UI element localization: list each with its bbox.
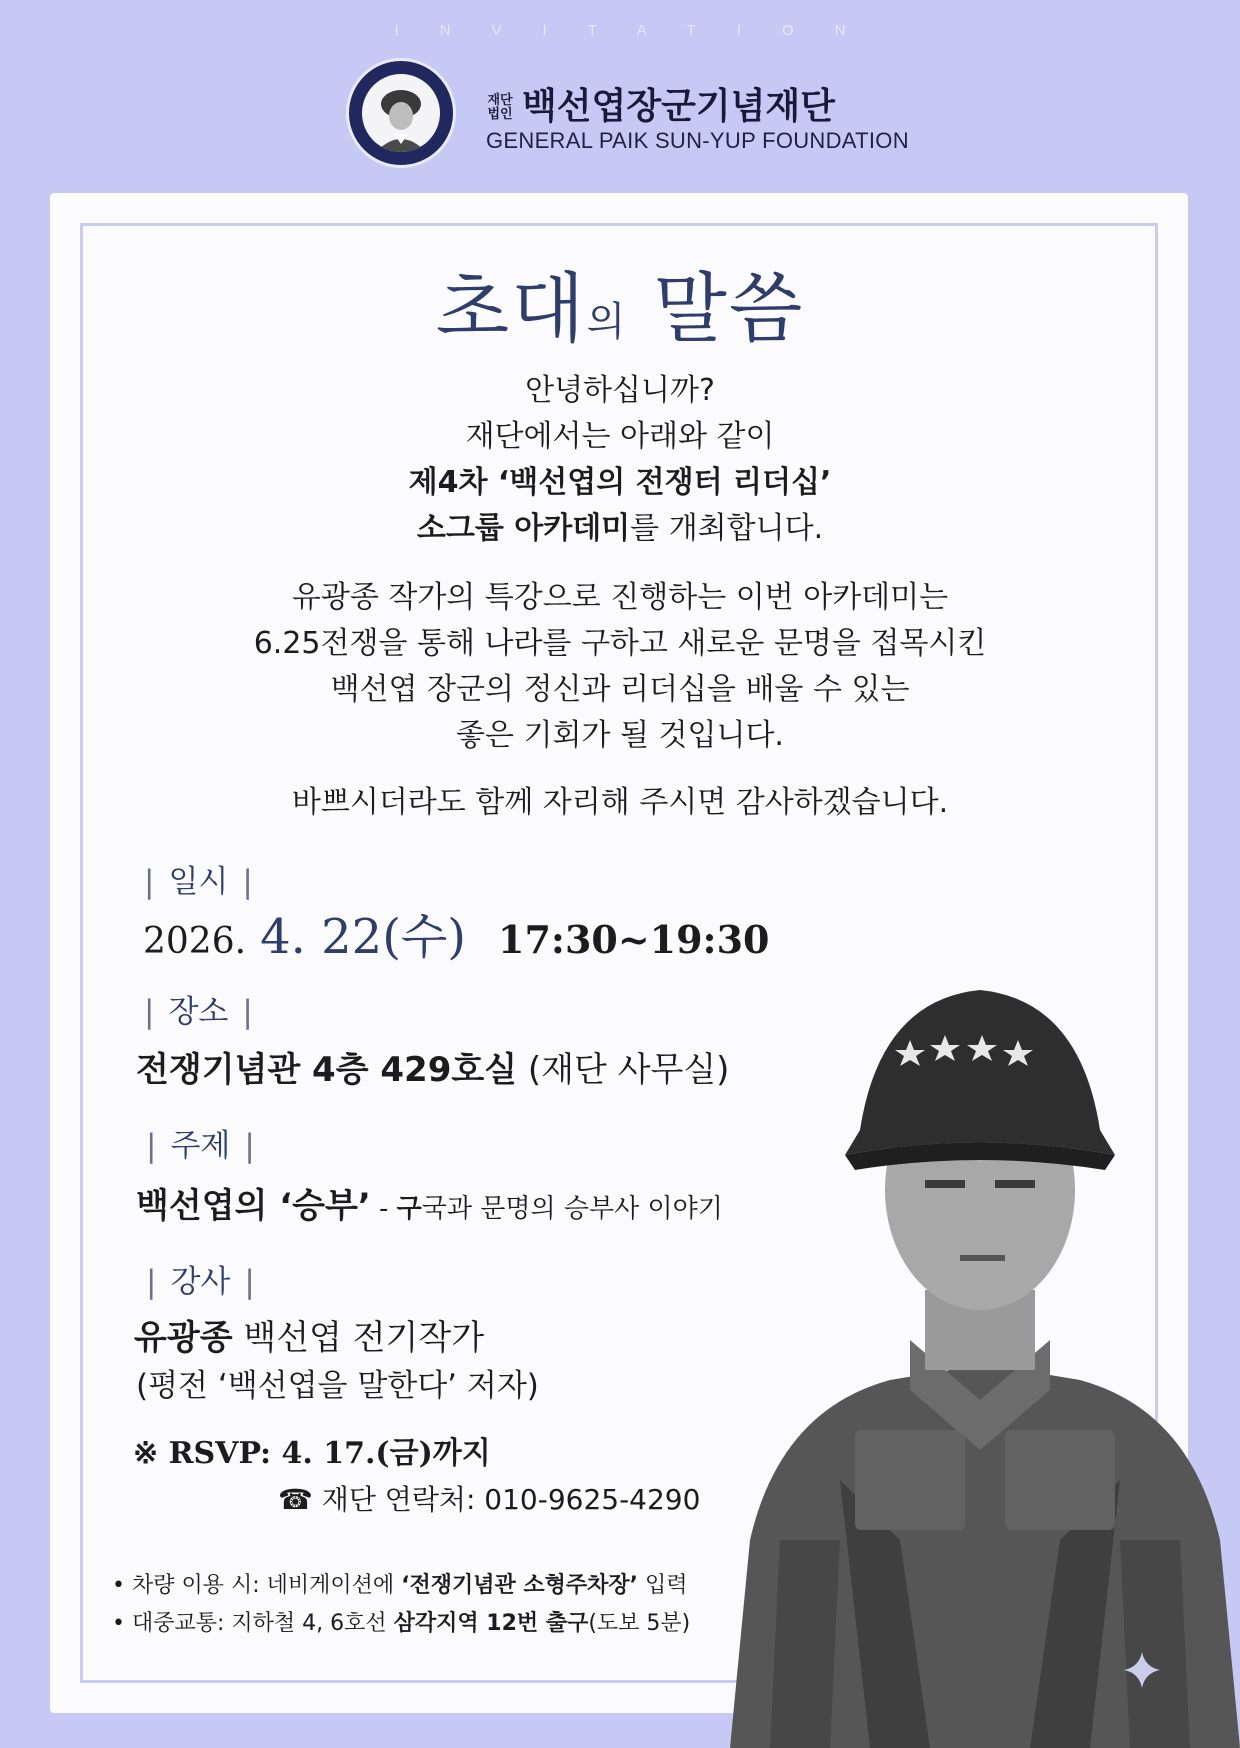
date-label: | 일시 | (144, 864, 253, 900)
note-parking: • 차량 이용 시: 네비게이션에 ‘전쟁기념관 소형주차장’ 입력 (112, 1573, 688, 1598)
intro-greeting: 안녕하십니까? 재단에서는 아래와 같이 제4차 ‘백선엽의 전쟁터 리더십’ 소그룹 아카데미를 개최합니다. (408, 373, 832, 546)
note-transit: • 대중교통: 지하철 4, 6호선 삼각지역 12번 출구(도보 5분) (112, 1611, 691, 1636)
event-place: 전쟁기념관 4층 429호실 (재단 사무실) (136, 1050, 730, 1090)
contact-line: ☎ 재단 연락처: 010-9625-4290 (278, 1483, 701, 1516)
topic-label: | 주제 | (146, 1128, 255, 1164)
event-datetime: 2026. 4. 22(수) 17:30~19:30 (143, 909, 770, 965)
rsvp-deadline: ※ RSVP: 4. 17.(금)까지 (133, 1436, 491, 1471)
org-name-english: GENERAL PAIK SUN-YUP FOUNDATION (486, 128, 909, 153)
foundation-header (346, 58, 909, 168)
speaker-book: (평전 ‘백선엽을 말한다’ 저자) (136, 1368, 539, 1404)
foundation-emblem-logo (346, 58, 456, 168)
org-prefix: 재단 법인 (487, 93, 513, 122)
sparkle-icon (1124, 1652, 1160, 1688)
emblem-portrait (362, 74, 440, 152)
closing-line: 바쁘시더라도 함께 자리해 주시면 감사하겠습니다. (291, 785, 949, 820)
speaker-name: 유광종 백선엽 전기작가 (134, 1318, 485, 1358)
general-portrait-photo (720, 980, 1240, 1748)
invitation-word: INVITATION (394, 22, 887, 39)
speaker-label: | 강사 | (146, 1264, 255, 1300)
telephone-icon: ☎ (278, 1483, 313, 1516)
intro-body: 유광종 작가의 특강으로 진행하는 이번 아카데미는 6.25전쟁을 통해 나라를 구하고 새로운 문명을 접목시킨 백선엽 장군의 정신과 리더십을 배울 수 있는 좋은 기회가 될 것입니다. (253, 580, 987, 753)
page-title: 초대의 말씀 (435, 264, 805, 353)
event-topic: 백선엽의 ‘승부’ - 구국과 문명의 승부사 이야기 (136, 1186, 723, 1226)
place-label: | 장소 | (144, 994, 253, 1030)
org-name-korean: 재단 법인 백선엽장군기념재단 (487, 86, 835, 127)
